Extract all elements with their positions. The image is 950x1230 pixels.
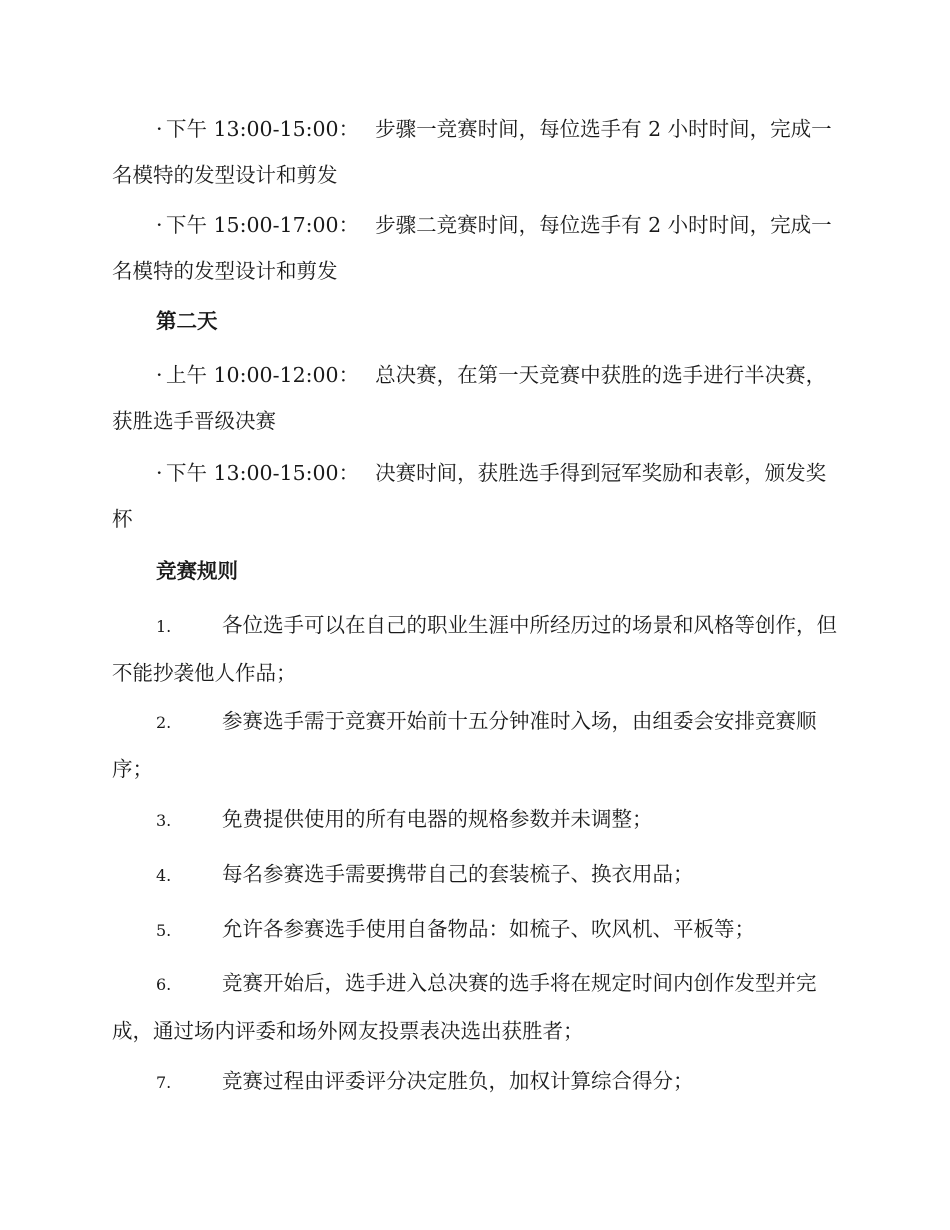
- rule-number: 6.: [156, 975, 172, 994]
- schedule-item: [112, 106, 840, 198]
- schedule-text: 总决赛，在第一天竞赛中获胜的选手进行半决赛，获胜选手晋级决赛: [112, 363, 827, 433]
- day2-heading-block: [112, 298, 840, 344]
- schedule-paragraph: [112, 202, 840, 294]
- schedule-text: 步骤一竞赛时间，每位选手有 2 小时时间，完成一名模特的发型设计和剪发: [112, 117, 832, 187]
- schedule-item: [112, 450, 840, 542]
- rule-paragraph: [112, 698, 840, 792]
- schedule-text: 步骤二竞赛时间，每位选手有 2 小时时间，完成一名模特的发型设计和剪发: [112, 213, 832, 283]
- day2-heading: 第二天: [156, 309, 218, 333]
- schedule-paragraph: [112, 352, 840, 444]
- rule-text: 各位选手可以在自己的职业生涯中所经历过的场景和风格等创作，但不能抄袭他人作品；: [112, 613, 837, 685]
- rule-paragraph: [112, 1058, 840, 1106]
- schedule-item: [112, 352, 840, 444]
- schedule-item: [112, 202, 840, 294]
- rule-text: 竞赛过程由评委评分决定胜负，加权计算综合得分；: [222, 1069, 694, 1093]
- schedule-paragraph: [112, 450, 840, 542]
- rule-text: 竞赛开始后，选手进入总决赛的选手将在规定时间内创作发型并完成，通过场内评委和场外网友投票表决选出获胜者；: [112, 971, 817, 1043]
- rule-text: 参赛选手需于竞赛开始前十五分钟准时入场，由组委会安排竞赛顺序；: [112, 709, 817, 781]
- rule-paragraph: [112, 851, 840, 899]
- rule-number: 1.: [156, 617, 172, 636]
- rule-item: [112, 851, 840, 899]
- rule-paragraph: [112, 602, 840, 696]
- rule-item: [112, 960, 840, 1054]
- bullet-dot: ·: [156, 117, 163, 141]
- rules-heading-block: [112, 548, 840, 594]
- rule-number: 3.: [156, 811, 172, 830]
- bullet-dot: ·: [156, 461, 163, 485]
- rule-number: 2.: [156, 713, 172, 732]
- rule-item: [112, 1058, 840, 1106]
- schedule-text: 决赛时间，获胜选手得到冠军奖励和表彰，颁发奖杯: [112, 461, 827, 531]
- rule-text: 每名参赛选手需要携带自己的套装梳子、换衣用品；: [222, 862, 694, 886]
- rule-text: 免费提供使用的所有电器的规格参数并未调整；: [222, 807, 653, 831]
- rule-number: 5.: [156, 921, 172, 940]
- rule-paragraph: [112, 906, 840, 954]
- rules-heading: 竞赛规则: [156, 559, 238, 583]
- schedule-time: 上午 10:00-12:00：: [166, 363, 360, 387]
- schedule-time: 下午 15:00-17:00：: [166, 213, 360, 237]
- bullet-dot: ·: [156, 363, 163, 387]
- rule-item: [112, 698, 840, 792]
- rule-text: 允许各参赛选手使用自备物品：如梳子、吹风机、平板等；: [222, 917, 755, 941]
- rule-paragraph: [112, 960, 840, 1054]
- rule-number: 4.: [156, 866, 172, 885]
- schedule-paragraph: [112, 106, 840, 198]
- rule-paragraph: [112, 796, 840, 844]
- rule-number: 7.: [156, 1073, 172, 1092]
- bullet-dot: ·: [156, 213, 163, 237]
- schedule-time: 下午 13:00-15:00：: [166, 461, 360, 485]
- rule-item: [112, 906, 840, 954]
- rule-item: [112, 602, 840, 696]
- rule-item: [112, 796, 840, 844]
- schedule-time: 下午 13:00-15:00：: [166, 117, 360, 141]
